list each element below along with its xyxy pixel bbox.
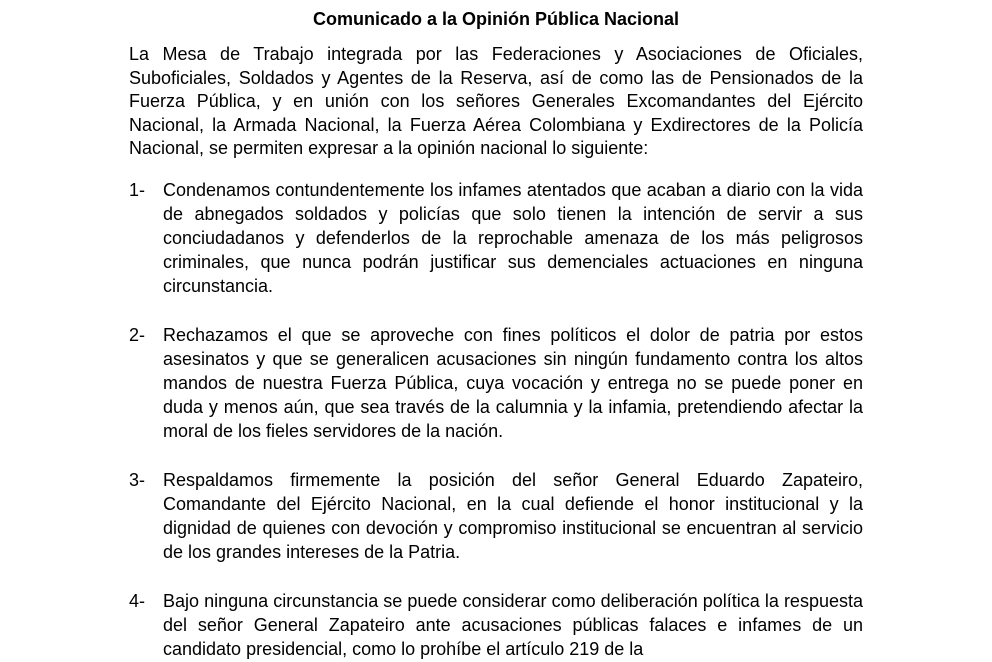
item-text: Bajo ninguna circunstancia se puede considerar como deliberación política la respuesta del señor General Zapateiro ante acusaciones públicas falaces e infames de un candidato presidencial, como lo prohíbe el artículo 219 de la: [163, 591, 863, 659]
item-number: 3-: [129, 470, 146, 490]
item-text: Condenamos contundentemente los infames atentados que acaban a diario con la vida de abnegados soldados y policías que solo tienen la intención de servir a sus conciudadanos y defenderlos de la reprochable amenaza de los más peligrosos criminales, que nunca podrán justificar sus demenciales actuaciones en ninguna circunstancia.: [163, 180, 863, 296]
item-text: Respaldamos firmemente la posición del señor General Eduardo Zapateiro, Comandante del Ejército Nacional, en la cual defiende el honor institucional y la dignidad de quienes con devoción y compromiso institucional se encuentran al servicio de los grandes intereses de la Patria.: [163, 470, 863, 562]
item-number: 4-: [129, 591, 146, 611]
document-title: Comunicado a la Opinión Pública Nacional: [312, 9, 680, 29]
item-number: 2-: [129, 325, 146, 345]
list-item: [129, 589, 863, 661]
item-number: 1-: [129, 180, 146, 200]
intro-paragraph: La Mesa de Trabajo integrada por las Federaciones y Asociaciones de Oficiales, Suboficiales, Soldados y Agentes de la Reserva, así de como las de Pensionados de la Fuerza Pública, y en unión con los señores Generales Excomandantes del Ejército Nacional, la Armada Nacional, la Fuerza Aérea Colombiana y Exdirectores de la Policía Nacional, se permiten expresar a la opinión nacional lo siguiente:: [129, 44, 863, 159]
item-text: Rechazamos el que se aproveche con fines políticos el dolor de patria por estos asesinatos y que se generalicen acusaciones sin ningún fundamento contra los altos mandos de nuestra Fuerza Pública, cuya vocación y entrega no se puede poner en duda y menos aún, que sea través de la calumnia y la infamia, pretendiendo afectar la moral de los fieles servidores de la nación.: [163, 325, 863, 441]
list-item: [129, 178, 863, 298]
list-item: [129, 323, 863, 443]
list-item: [129, 468, 863, 564]
